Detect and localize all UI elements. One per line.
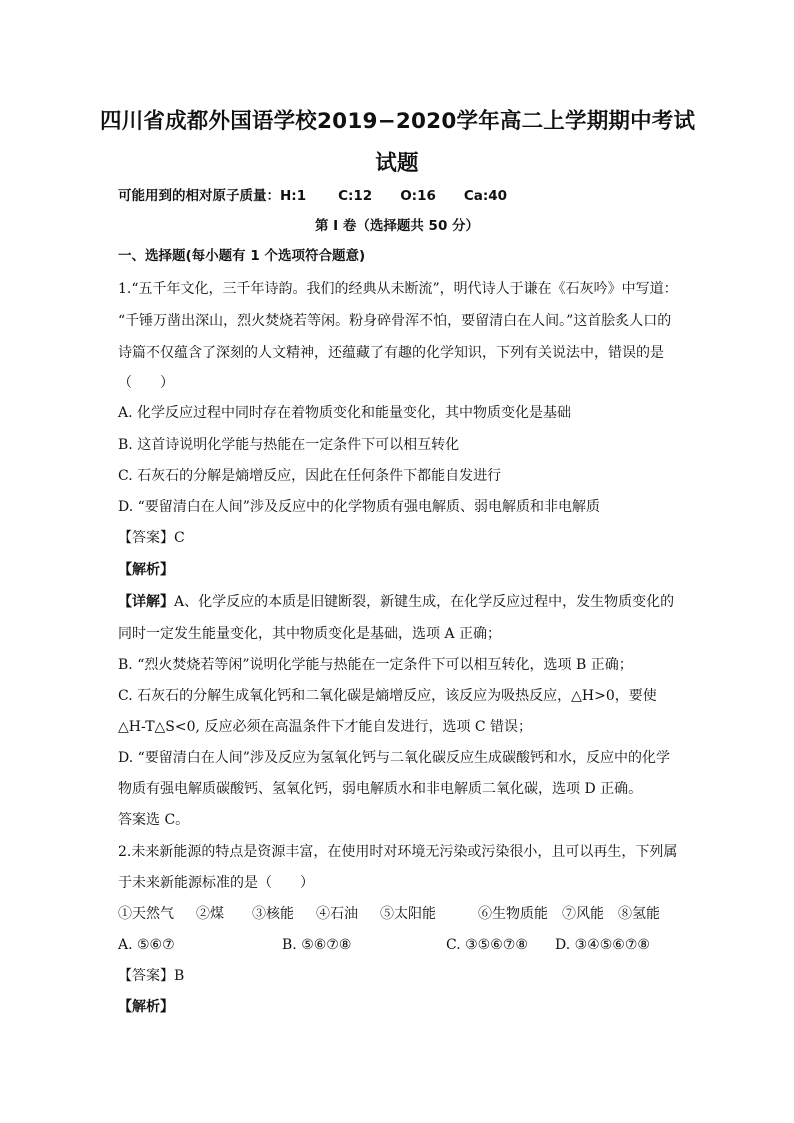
q2-option-c: C. ③⑤⑥⑦⑧ [446, 937, 528, 953]
q2-item: ②煤 [196, 906, 224, 922]
q2-item: ⑥生物质能 [478, 906, 548, 922]
q2-option-b: B. ⑤⑥⑦⑧ [282, 937, 352, 953]
q1-answer: 【答案】C [118, 530, 185, 546]
q1-detail-line6: D. “要留清白在人间”涉及反应为氢氧化钙与二氧化碳反应生成碳酸钙和水，反应中的化学 [118, 750, 670, 766]
atomic-mass-ca: Ca:40 [463, 188, 508, 204]
q2-stem-line2: 于未来新能源标准的是（ ） [118, 875, 314, 891]
q1-analysis-label: 【解析】 [118, 562, 174, 578]
q1-detail-text1: A、化学反应的本质是旧键断裂，新键生成，在化学反应过程中，发生物质变化的 [174, 594, 675, 610]
q2-option-a: A. ⑤⑥⑦ [118, 937, 175, 953]
q2-answer: 【答案】B [118, 968, 185, 984]
q1-detail-line4: C. 石灰石的分解生成氧化钙和二氧化碳是熵增反应，该反应为吸热反应，△H>0，要使 [118, 688, 657, 704]
q2-item: ⑦风能 [562, 906, 604, 922]
q1-option-c: C. 石灰石的分解是熵增反应，因此在任何条件下都能自发进行 [118, 468, 502, 484]
q1-detail-line3: B. “烈火焚烧若等闲”说明化学能与热能在一定条件下可以相互转化，选项 B 正确； [118, 657, 633, 673]
q2-item: ④石油 [316, 906, 358, 922]
section-heading: 一、选择题(每小题有 1 个选项符合题意) [118, 248, 366, 264]
q1-option-b: B. 这首诗说明化学能与热能在一定条件下可以相互转化 [118, 437, 460, 453]
q1-detail-line2: 同时一定发生能量变化，其中物质变化是基础，选项 A 正确； [118, 626, 502, 642]
q2-analysis-label: 【解析】 [118, 999, 174, 1015]
q1-option-a: A. 化学反应过程中同时存在着物质变化和能量变化，其中物质变化是基础 [118, 405, 572, 421]
q1-stem-line4: （ ） [118, 375, 174, 391]
q1-conclusion: 答案选 C。 [118, 812, 190, 828]
q2-item: ⑧氢能 [618, 906, 660, 922]
q2-item: ①天然气 [118, 906, 174, 922]
atomic-mass-c: C:12 [338, 188, 373, 204]
q1-detail-line5: △H-T△S<0, 反应必须在高温条件下才能自发进行，选项 C 错误； [118, 719, 533, 735]
q2-option-d: D. ③④⑤⑥⑦⑧ [555, 937, 650, 953]
document-title-line1: 四川省成都外国语学校2019−2020学年高二上学期期中考试 [100, 109, 696, 134]
q2-stem-line1: 2.未来新能源的特点是资源丰富，在使用时对环境无污染或污染很小，且可以再生，下列属 [118, 844, 678, 860]
q1-option-d: D. “要留清白在人间”涉及反应中的化学物质有强电解质、弱电解质和非电解质 [118, 499, 600, 515]
q2-item: ⑤太阳能 [380, 906, 436, 922]
document-title-line2: 试题 [375, 151, 419, 176]
q1-stem-line3: 诗篇不仅蕴含了深刻的人文精神，还蕴藏了有趣的化学知识，下列有关说法中，错误的是 [118, 345, 664, 361]
atomic-mass-row [118, 187, 507, 205]
part-heading: 第 I 卷（选择题共 50 分） [314, 218, 480, 234]
q1-detail-line1 [118, 593, 674, 611]
atomic-mass-h: 可能用到的相对原子质量：H:1 [118, 188, 307, 204]
q1-stem-line1: 1.“五千年文化，三千年诗韵。我们的经典从未断流”，明代诗人于谦在《石灰吟》中写道： [118, 281, 678, 297]
q1-detail-label: 【详解】 [118, 594, 174, 610]
q2-item: ③核能 [252, 906, 294, 922]
atomic-mass-o: O:16 [400, 188, 436, 204]
q1-detail-line7: 物质有强电解质碳酸钙、氢氧化钙，弱电解质水和非电解质二氧化碳，选项 D 正确。 [118, 781, 643, 797]
q1-stem-line2: “千锤万凿出深山，烈火焚烧若等闲。粉身碎骨浑不怕，要留清白在人间。”这首脍炙人口的 [118, 313, 672, 329]
